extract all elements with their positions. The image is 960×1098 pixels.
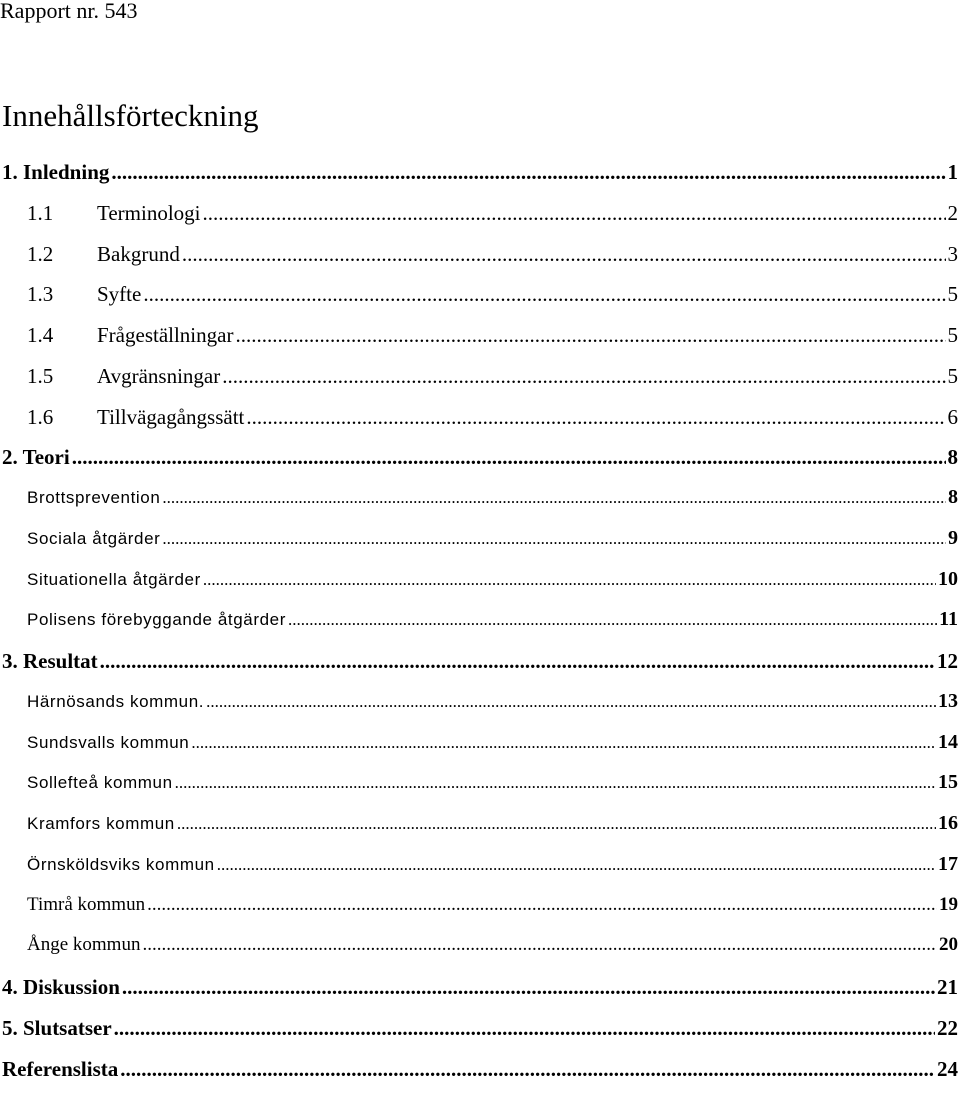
toc-entry[interactable] xyxy=(0,568,958,609)
toc-entry-number: 1.1 xyxy=(27,200,54,225)
toc-entry-label: Tillvägagångssätt xyxy=(97,404,245,429)
toc-entry[interactable] xyxy=(0,201,958,242)
toc-entry-label: Kramfors kommun xyxy=(27,814,175,833)
toc-entry[interactable] xyxy=(0,527,958,568)
toc-dot-leader xyxy=(111,160,945,185)
toc-entry[interactable] xyxy=(0,282,958,323)
toc-entry-page: 5 xyxy=(947,363,958,388)
toc-entry-page: 22 xyxy=(937,1015,958,1040)
toc-dot-leader xyxy=(162,529,946,549)
toc-entry[interactable] xyxy=(0,445,958,486)
toc-entry[interactable] xyxy=(0,486,958,527)
toc-entry-page: 10 xyxy=(938,567,958,590)
toc-entry[interactable] xyxy=(0,894,958,935)
toc-entry-label: Polisens förebyggande åtgärder xyxy=(27,610,286,630)
table-of-contents xyxy=(0,160,958,1097)
toc-entry-page: 1 xyxy=(947,160,958,184)
toc-dot-leader xyxy=(191,733,936,753)
toc-entry-page: 8 xyxy=(947,445,958,470)
toc-entry[interactable] xyxy=(0,160,958,201)
toc-entry-page: 2 xyxy=(947,200,958,225)
toc-dot-leader xyxy=(235,323,945,348)
toc-dot-leader xyxy=(217,855,936,875)
toc-dot-leader xyxy=(175,773,936,793)
toc-entry-page: 14 xyxy=(938,730,958,753)
toc-entry[interactable] xyxy=(0,1057,958,1098)
toc-entry-page: 12 xyxy=(937,649,958,673)
toc-entry-label: Situationella åtgärder xyxy=(27,569,201,589)
toc-dot-leader xyxy=(222,364,945,389)
toc-dot-leader xyxy=(147,894,937,916)
toc-entry-page: 13 xyxy=(938,689,958,712)
toc-entry-page: 24 xyxy=(937,1056,958,1081)
toc-entry-label: Härnösands kommun. xyxy=(27,691,205,711)
toc-dot-leader xyxy=(120,1057,935,1082)
toc-entry-label: Referenslista xyxy=(2,1056,119,1081)
toc-title: Innehållsförteckning xyxy=(2,98,259,133)
report-number: Rapport nr. 543 xyxy=(0,0,138,23)
toc-entry[interactable] xyxy=(0,1016,958,1057)
toc-entry-page: 3 xyxy=(947,241,958,266)
toc-entry-label: Avgränsningar xyxy=(97,363,221,388)
toc-entry-number: 1.5 xyxy=(27,363,54,388)
toc-entry-number: 1.4 xyxy=(27,323,54,347)
toc-dot-leader xyxy=(246,405,945,430)
toc-dot-leader xyxy=(72,445,946,470)
toc-dot-leader xyxy=(288,610,937,630)
toc-entry-label: Sollefteå kommun xyxy=(27,773,173,793)
toc-entry[interactable] xyxy=(0,853,958,894)
toc-entry-page: 20 xyxy=(939,934,958,956)
toc-entry[interactable] xyxy=(0,934,958,975)
toc-entry-label: Sundsvalls kommun xyxy=(27,732,190,752)
toc-entry[interactable] xyxy=(0,608,958,649)
toc-entry-label: Örnsköldsviks kommun xyxy=(27,854,215,874)
toc-entry[interactable] xyxy=(0,771,958,812)
toc-entry[interactable] xyxy=(0,405,958,446)
toc-entry-label: Timrå kommun xyxy=(27,893,146,915)
toc-dot-leader xyxy=(203,570,936,590)
toc-entry-page: 11 xyxy=(939,608,958,631)
toc-entry[interactable] xyxy=(0,649,958,690)
toc-dot-leader xyxy=(100,649,935,674)
toc-entry-page: 15 xyxy=(938,771,958,794)
toc-dot-leader xyxy=(142,934,937,956)
toc-entry[interactable] xyxy=(0,364,958,405)
toc-dot-leader xyxy=(177,814,936,834)
toc-entry-label: 4. Diskussion xyxy=(2,975,120,999)
toc-entry-label: 2. Teori xyxy=(2,445,70,470)
toc-entry-page: 16 xyxy=(938,812,958,834)
toc-entry-label: 1. Inledning xyxy=(2,160,110,184)
toc-entry-page: 19 xyxy=(939,893,958,915)
toc-entry-number: 1.6 xyxy=(27,404,54,429)
toc-entry-label: 5. Slutsatser xyxy=(2,1015,112,1040)
toc-entry-label: Bakgrund xyxy=(97,241,180,266)
toc-entry-page: 9 xyxy=(948,526,958,549)
toc-dot-leader xyxy=(182,242,946,267)
toc-entry[interactable] xyxy=(0,323,958,364)
toc-dot-leader xyxy=(162,488,946,508)
toc-entry-label: 3. Resultat xyxy=(2,649,98,673)
toc-entry-number: 1.2 xyxy=(27,241,54,266)
toc-entry[interactable] xyxy=(0,242,958,283)
toc-entry[interactable] xyxy=(0,812,958,853)
toc-dot-leader xyxy=(203,201,946,226)
toc-entry-page: 6 xyxy=(947,404,958,429)
toc-dot-leader xyxy=(114,1016,935,1041)
toc-entry[interactable] xyxy=(0,731,958,772)
toc-entry-page: 5 xyxy=(947,282,958,307)
toc-entry-label: Syfte xyxy=(97,282,142,307)
toc-entry-page: 5 xyxy=(947,323,958,347)
toc-entry-label: Brottsprevention xyxy=(27,488,161,507)
toc-entry-label: Frågeställningar xyxy=(97,323,234,347)
toc-entry-page: 8 xyxy=(948,486,958,508)
toc-entry[interactable] xyxy=(0,690,958,731)
toc-entry-page: 17 xyxy=(938,852,958,875)
toc-dot-leader xyxy=(143,282,945,307)
toc-entry-number: 1.3 xyxy=(27,282,54,307)
toc-entry-page: 21 xyxy=(937,975,958,999)
toc-entry-label: Sociala åtgärder xyxy=(27,528,161,548)
toc-dot-leader xyxy=(206,692,936,712)
toc-entry-label: Terminologi xyxy=(97,200,201,225)
toc-dot-leader xyxy=(122,975,935,1000)
toc-entry[interactable] xyxy=(0,975,958,1016)
toc-entry-label: Ånge kommun xyxy=(27,934,141,956)
